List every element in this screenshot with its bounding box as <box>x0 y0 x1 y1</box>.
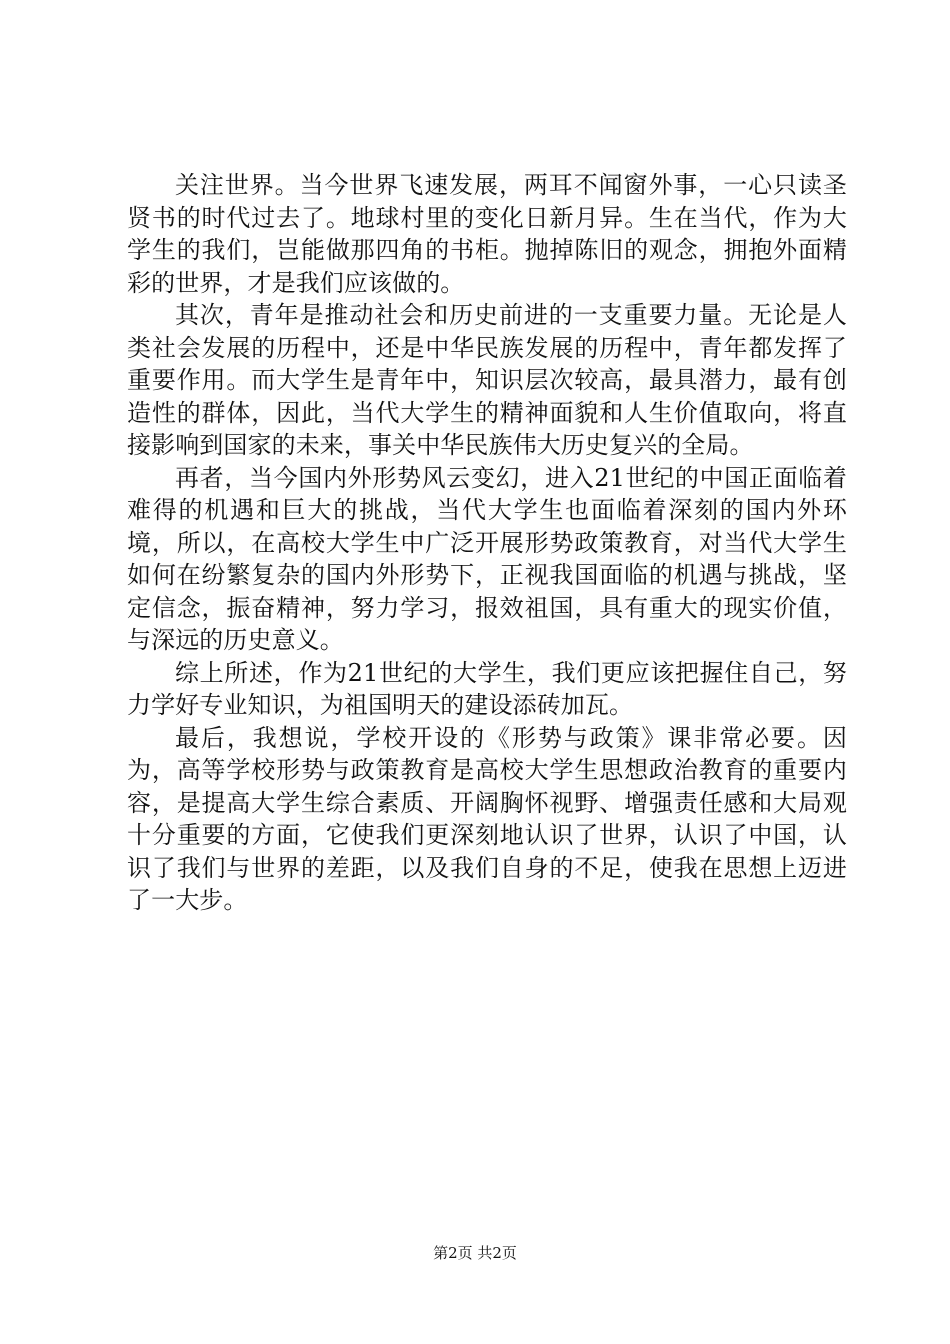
paragraph-1: 关注世界。当今世界飞速发展，两耳不闻窗外事，一心只读圣贤书的时代过去了。地球村里的变化日新月异。生在当代，作为大学生的我们，岂能做那四角的书柜。抛掉陈旧的观念，拥抱外面精彩的世界，才是我们应该做的。 <box>127 171 847 297</box>
paragraph-4: 综上所述，作为21世纪的大学生，我们更应该把握住自己，努力学好专业知识，为祖国明天的建设添砖加瓦。 <box>127 658 847 719</box>
paragraph-5: 最后，我想说，学校开设的《形势与政策》课非常必要。因为，高等学校形势与政策教育是高校大学生思想政治教育的重要内容，是提高大学生综合素质、开阔胸怀视野、增强责任感和大局观十分重要的方面，它使我们更深刻地认识了世界，认识了中国，认识了我们与世界的差距，以及我们自身的不足，使我在思想上迈进了一大步。 <box>127 723 847 914</box>
document-body <box>127 169 847 917</box>
page-number-label: 第2页 共2页 <box>433 1244 517 1262</box>
paragraph-3: 再者，当今国内外形势风云变幻，进入21世纪的中国正面临着难得的机遇和巨大的挑战，当代大学生也面临着深刻的国内外环境，所以，在高校大学生中广泛开展形势政策教育，对当代大学生如何在纷繁复杂的国内外形势下，正视我国面临的机遇与挑战，坚定信念，振奋精神，努力学习，报效祖国，具有重大的现实价值，与深远的历史意义。 <box>127 463 847 654</box>
paragraph-2: 其次，青年是推动社会和历史前进的一支重要力量。无论是人类社会发展的历程中，还是中华民族发展的历程中，青年都发挥了重要作用。而大学生是青年中，知识层次较高，最具潜力，最有创造性的群体，因此，当代大学生的精神面貌和人生价值取向，将直接影响到国家的未来，事关中华民族伟大历史复兴的全局。 <box>127 301 847 459</box>
page-footer <box>0 1243 950 1263</box>
